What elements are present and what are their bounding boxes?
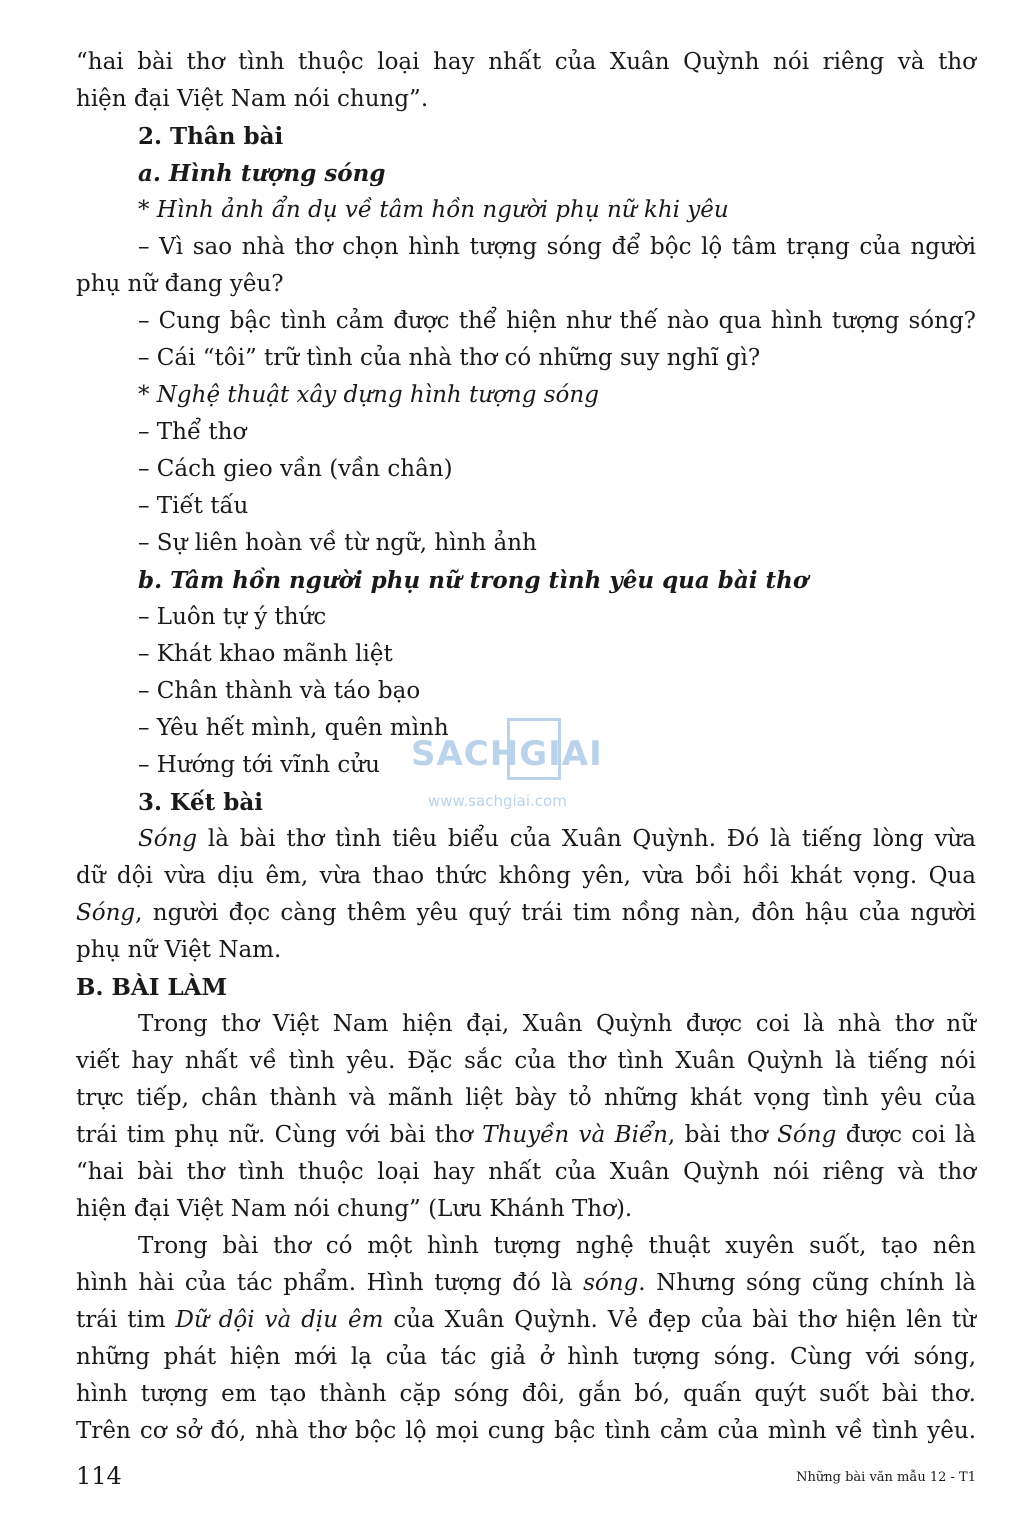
section-heading: 2. Thân bài: [138, 123, 284, 150]
text-line: [76, 821, 976, 858]
inline-text: là bài thơ tình tiêu biểu của Xuân Quỳnh. Đó là tiếng lòng vừa: [197, 826, 976, 852]
text-line: viết hay nhất về tình yêu. Đặc sắc của thơ tình Xuân Quỳnh là tiếng nói: [76, 1048, 976, 1074]
text-line: – Vì sao nhà thơ chọn hình tượng sóng để bộc lộ tâm trạng của người: [138, 234, 976, 260]
text-line: hiện đại Việt Nam nói chung” (Lưu Khánh Thơ).: [76, 1196, 633, 1222]
inline-italic: Thuyền và Biển: [482, 1122, 668, 1148]
text-line: [76, 1117, 976, 1154]
text-line: [76, 895, 976, 932]
list-item: – Thể thơ: [138, 419, 247, 445]
inline-text: trái tim phụ nữ. Cùng với bài thơ: [76, 1122, 483, 1148]
section-heading: 3. Kết bài: [138, 789, 263, 816]
inline-italic: Sóng: [76, 900, 136, 926]
list-item: – Tiết tấu: [138, 493, 249, 519]
text-line: trực tiếp, chân thành và mãnh liệt bày tỏ những khát vọng tình yêu của: [76, 1085, 976, 1111]
text-line: dữ dội vừa dịu êm, vừa thao thức không yên, vừa bồi hồi khát vọng. Qua: [76, 863, 976, 889]
inline-italic: sóng: [583, 1270, 639, 1296]
inline-text: , người đọc càng thêm yêu quý trái tim nồng nàn, đôn hậu của người: [135, 900, 976, 926]
text-line: những phát hiện mới lạ của tác giả ở hình tượng sóng. Cùng với sóng,: [76, 1344, 976, 1370]
text-line: Trong thơ Việt Nam hiện đại, Xuân Quỳnh được coi là nhà thơ nữ: [138, 1011, 976, 1037]
inline-text: được coi là: [836, 1122, 976, 1148]
text-line: phụ nữ đang yêu?: [76, 271, 284, 297]
list-item: – Sự liên hoàn về từ ngữ, hình ảnh: [138, 530, 537, 556]
watermark-url: www.sachgiai.com: [428, 792, 567, 810]
text-line: – Cung bậc tình cảm được thể hiện như thế nào qua hình tượng sóng?: [138, 308, 976, 334]
inline-text: , bài thơ: [667, 1122, 778, 1148]
list-item: – Hướng tới vĩnh cửu: [138, 752, 380, 778]
text-line: [76, 1265, 976, 1302]
inline-italic: Sóng: [138, 826, 198, 852]
page-number: 114: [76, 1462, 122, 1490]
inline-italic: Sóng: [777, 1122, 837, 1148]
list-item: – Luôn tự ý thức: [138, 604, 327, 630]
text-line: phụ nữ Việt Nam.: [76, 937, 282, 963]
list-item: – Yêu hết mình, quên mình: [138, 715, 449, 741]
text-line: Trong bài thơ có một hình tượng nghệ thuật xuyên suốt, tạo nên: [138, 1233, 976, 1259]
page-content: [76, 44, 976, 1450]
text-line: * Nghệ thuật xây dựng hình tượng sóng: [138, 382, 599, 408]
part-heading: B. BÀI LÀM: [76, 974, 227, 1001]
subsection-heading: a. Hình tượng sóng: [138, 160, 386, 187]
inline-text: trái tim: [76, 1307, 176, 1333]
text-line: * Hình ảnh ẩn dụ về tâm hồn người phụ nữ khi yêu: [138, 197, 729, 223]
text-line: hiện đại Việt Nam nói chung”.: [76, 86, 429, 112]
inline-italic: Dữ dội và dịu êm: [175, 1307, 384, 1333]
subsection-heading: b. Tâm hồn người phụ nữ trong tình yêu qua bài thơ: [138, 567, 809, 594]
page-footer: [76, 1462, 976, 1492]
text-line: [76, 1302, 976, 1339]
text-line: – Cái “tôi” trữ tình của nhà thơ có những suy nghĩ gì?: [138, 345, 761, 371]
text-line: hình tượng em tạo thành cặp sóng đôi, gắn bó, quấn quýt suốt bài thơ.: [76, 1381, 976, 1407]
list-item: – Chân thành và táo bạo: [138, 678, 421, 704]
list-item: – Khát khao mãnh liệt: [138, 641, 393, 667]
text-line: “hai bài thơ tình thuộc loại hay nhất của Xuân Quỳnh nói riêng và thơ: [76, 1159, 976, 1185]
list-item: – Cách gieo vần (vần chân): [138, 456, 453, 482]
text-line: Trên cơ sở đó, nhà thơ bộc lộ mọi cung bậc tình cảm của mình về tình yêu.: [76, 1418, 976, 1444]
inline-text: hình hài của tác phẩm. Hình tượng đó là: [76, 1270, 584, 1296]
watermark-brand: SACHGIAI: [411, 734, 603, 774]
text-line: “hai bài thơ tình thuộc loại hay nhất của Xuân Quỳnh nói riêng và thơ: [76, 49, 976, 75]
inline-text: của Xuân Quỳnh. Vẻ đẹp của bài thơ hiện lên từ: [383, 1307, 976, 1333]
inline-text: . Nhưng sóng cũng chính là: [638, 1270, 976, 1296]
book-title: Những bài văn mẫu 12 - T1: [796, 1470, 976, 1485]
